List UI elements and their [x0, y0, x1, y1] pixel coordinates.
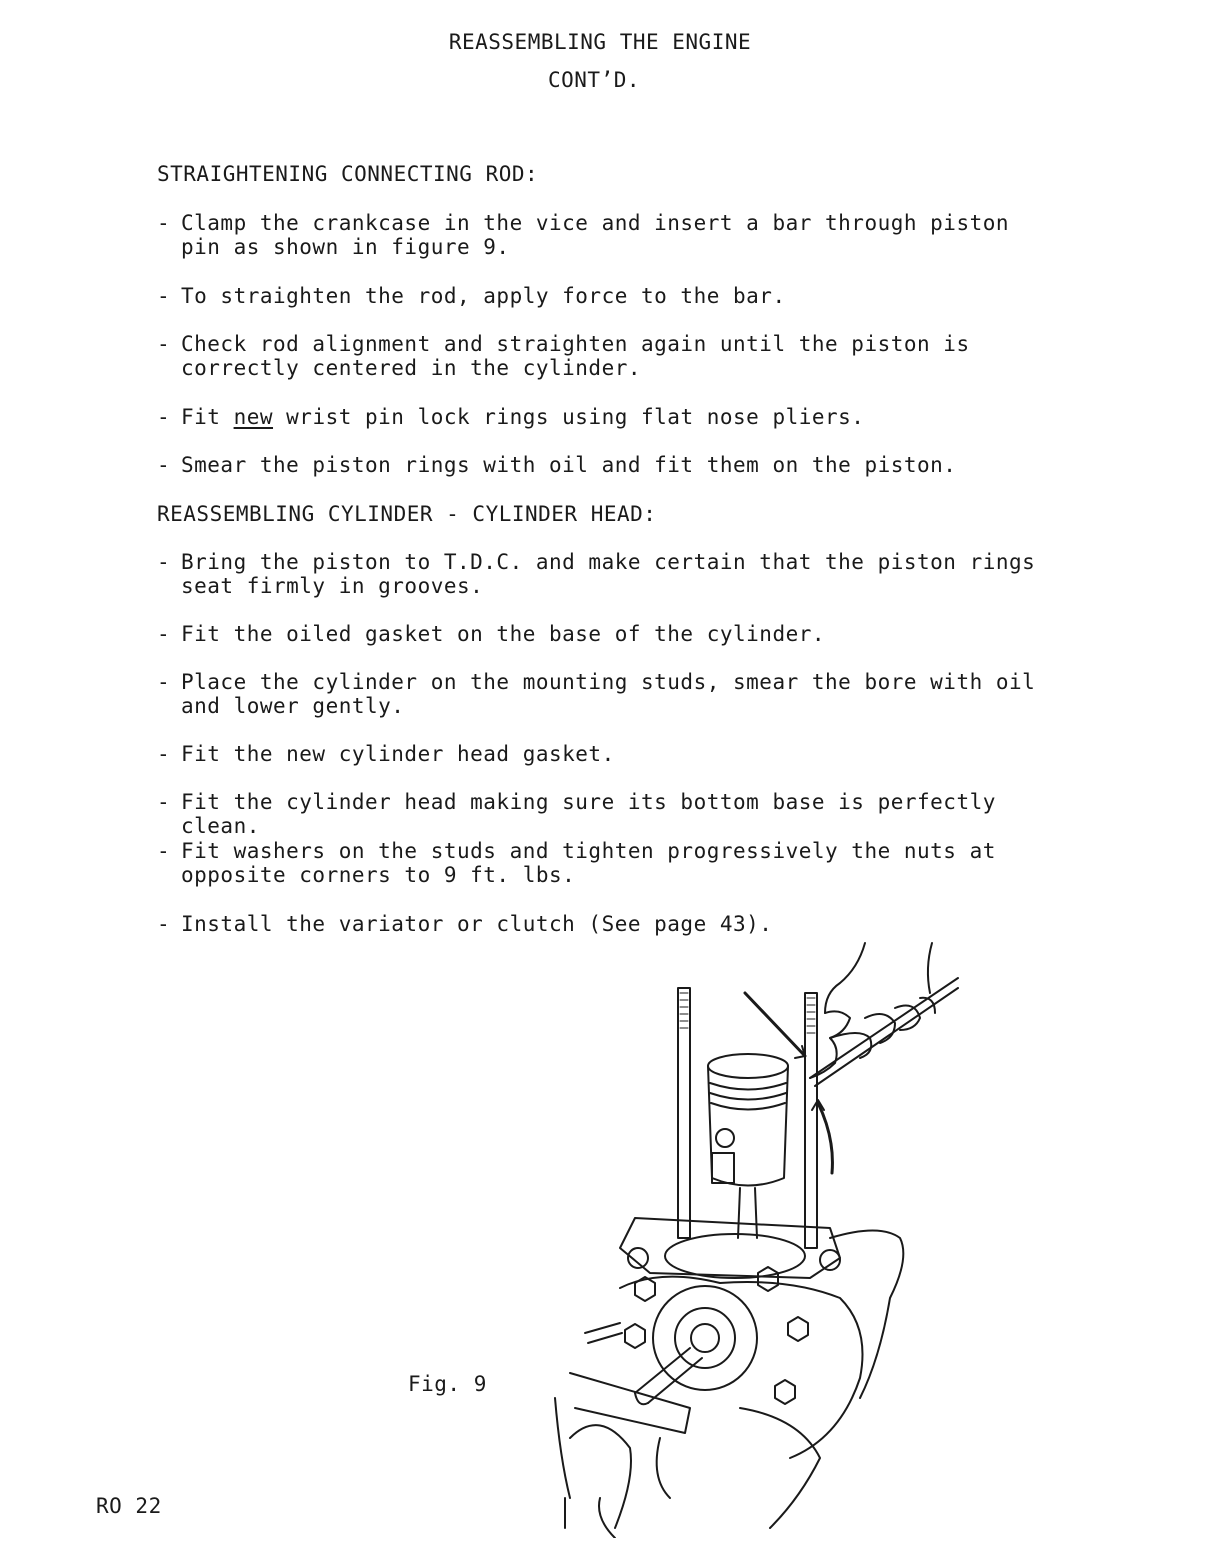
bullet-dash: -	[157, 284, 171, 308]
list-item-text: Install the variator or clutch (See page 43).	[181, 912, 773, 936]
bullet-dash: -	[157, 405, 171, 429]
underlined-word: new	[233, 405, 274, 429]
list-item-text	[181, 405, 1057, 429]
list-item-text: Bring the piston to T.D.C. and make certain that the piston rings seat firmly in grooves.	[181, 550, 1036, 598]
section-heading-cylinder: REASSEMBLING CYLINDER - CYLINDER HEAD:	[157, 502, 657, 526]
bullet-dash: -	[157, 670, 171, 694]
bullet-dash: -	[157, 742, 171, 766]
list-item-text: Check rod alignment and straighten again until the piston is correctly centered in the cylinder.	[181, 332, 970, 380]
list-item-text: Fit the cylinder head making sure its bottom base is perfectly clean.	[181, 790, 996, 838]
section-heading-straightening: STRAIGHTENING CONNECTING ROD:	[157, 162, 539, 186]
list-item	[157, 912, 1057, 936]
list-item	[157, 211, 1057, 259]
bullet-dash: -	[157, 790, 171, 814]
bullet-dash: -	[157, 211, 171, 235]
list-item-text: To straighten the rod, apply force to the bar.	[181, 284, 786, 308]
list-item	[157, 839, 1057, 887]
list-item-text: Fit washers on the studs and tighten progressively the nuts at opposite corners to 9 ft. lbs.	[181, 839, 996, 887]
list-item	[157, 332, 1057, 380]
text-fragment: Fit	[181, 405, 234, 429]
text-fragment: wrist pin lock rings using flat nose pliers.	[273, 405, 865, 429]
bullet-dash: -	[157, 912, 171, 936]
list-item-text: Place the cylinder on the mounting studs, smear the bore with oil and lower gently.	[181, 670, 1036, 718]
list-item	[157, 550, 1057, 598]
bullet-dash: -	[157, 839, 171, 863]
page-code: RO 22	[96, 1494, 162, 1518]
bullet-dash: -	[157, 453, 171, 477]
bullet-dash: -	[157, 550, 171, 574]
page-title: REASSEMBLING THE ENGINE	[448, 30, 752, 54]
figure-caption: Fig. 9	[408, 1372, 487, 1396]
list-item-text: Clamp the crankcase in the vice and insert a bar through piston pin as shown in figure 9.	[181, 211, 1010, 259]
engine-figure-illustration	[540, 938, 970, 1538]
list-item-text: Fit the new cylinder head gasket.	[181, 742, 615, 766]
page-subtitle: CONT’D.	[548, 68, 641, 92]
list-item	[157, 284, 1057, 308]
list-item	[157, 622, 1057, 646]
list-item	[157, 790, 1057, 838]
list-item	[157, 670, 1057, 718]
list-item	[157, 742, 1057, 766]
list-item	[157, 405, 1057, 429]
list-item-text: Fit the oiled gasket on the base of the cylinder.	[181, 622, 826, 646]
bullet-dash: -	[157, 622, 171, 646]
list-item	[157, 453, 1057, 477]
bullet-dash: -	[157, 332, 171, 356]
list-item-text: Smear the piston rings with oil and fit them on the piston.	[181, 453, 957, 477]
